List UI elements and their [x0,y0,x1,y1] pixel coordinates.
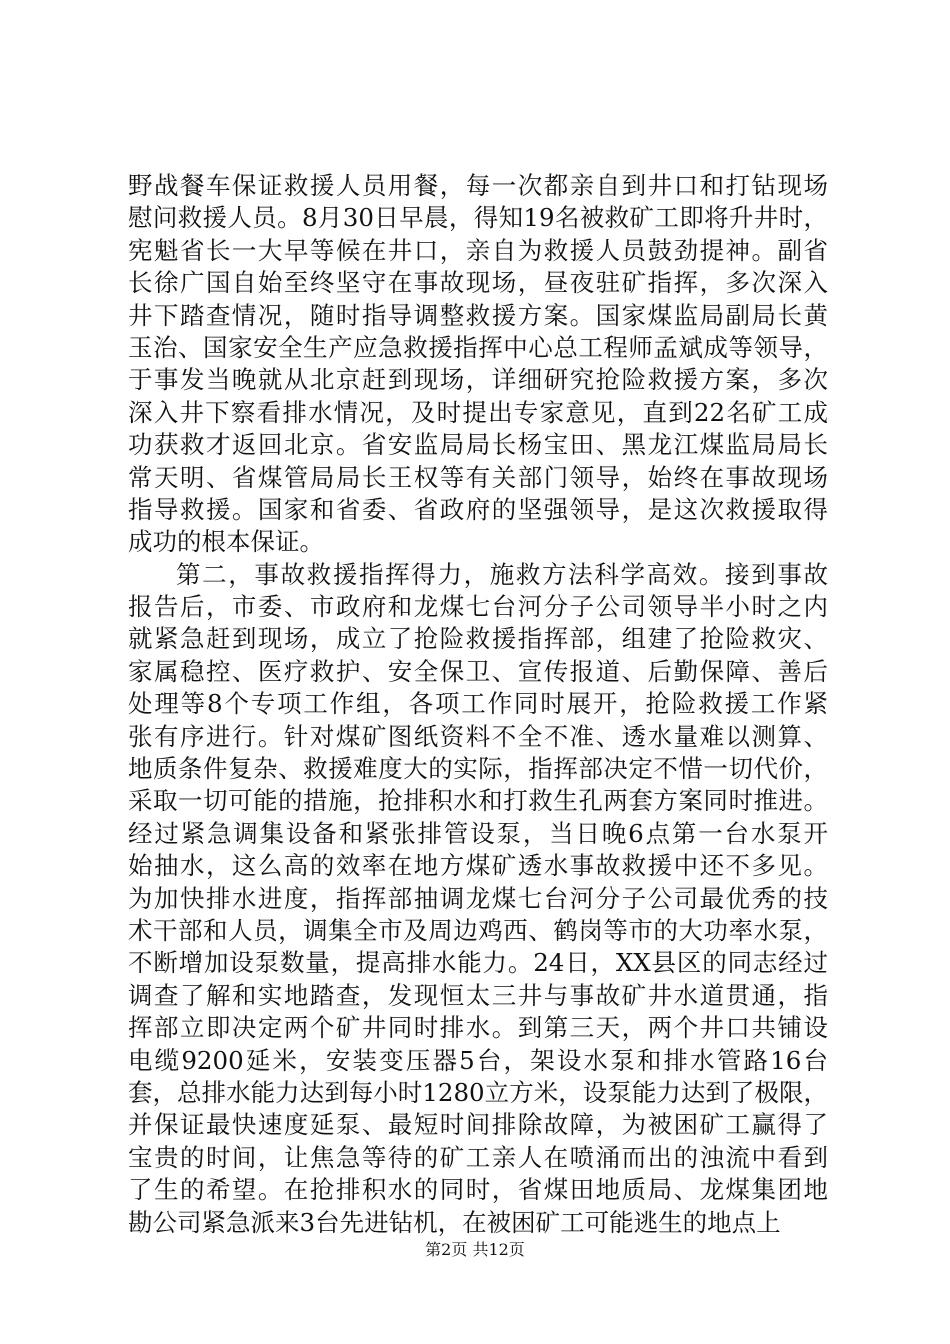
document-body [128,170,828,1239]
text-line: 报告后，市委、市政府和龙煤七台河分子公司领导半小时之内 [128,592,828,622]
text-line: 宪魁省长一大早等候在井口，亲自为救援人员鼓劲提神。副省 [128,235,828,265]
text-line: 并保证最快速度延泵、最短时间排除故障，为被困矿工赢得了 [128,1110,828,1140]
text-line: 勘公司紧急派来3台先进钻机，在被困矿工可能逃生的地点上 [128,1207,781,1237]
text-line: 慰问救援人员。8月30日早晨，得知19名被救矿工即将升井时， [128,203,828,233]
paragraph [128,170,828,559]
text-line: 第二，事故救援指挥得力，施救方法科学高效。接到事故 [176,559,828,589]
text-line: 套，总排水能力达到每小时1280立方米，设泵能力达到了极限， [128,1077,828,1107]
text-line: 了生的希望。在抢排积水的同时，省煤田地质局、龙煤集团地 [128,1175,828,1205]
page-number: 第2页 共12页 [425,1240,525,1259]
text-line: 长徐广国自始至终坚守在事故现场，昼夜驻矿指挥，多次深入 [128,268,828,298]
text-line: 就紧急赶到现场，成立了抢险救援指挥部，组建了抢险救灾、 [128,624,828,654]
text-line: 为加快排水进度，指挥部抽调龙煤七台河分子公司最优秀的技 [128,883,828,913]
text-line: 玉治、国家安全生产应急救援指挥中心总工程师孟斌成等领导， [128,332,828,362]
text-line: 术干部和人员，调集全市及周边鸡西、鹤岗等市的大功率水泵， [128,915,828,945]
text-line: 井下踏查情况，随时指导调整救援方案。国家煤监局副局长黄 [128,300,828,330]
text-line: 宝贵的时间，让焦急等待的矿工亲人在喷涌而出的浊流中看到 [128,1142,828,1172]
text-line: 采取一切可能的措施，抢排积水和打救生孔两套方案同时推进。 [128,786,828,816]
text-line: 张有序进行。针对煤矿图纸资料不全不准、透水量难以测算、 [128,721,828,751]
text-line: 于事发当晚就从北京赶到现场，详细研究抢险救援方案，多次 [128,365,828,395]
text-line: 调查了解和实地踏查，发现恒太三井与事故矿井水道贯通，指 [128,980,828,1010]
text-line: 经过紧急调集设备和紧张排管设泵，当日晚6点第一台水泵开 [128,818,828,848]
text-line: 家属稳控、医疗救护、安全保卫、宣传报道、后勤保障、善后 [128,656,828,686]
text-line: 成功的根本保证。 [128,527,324,557]
text-line: 功获救才返回北京。省安监局局长杨宝田、黑龙江煤监局局长 [128,430,828,460]
text-line: 挥部立即决定两个矿井同时排水。到第三天，两个井口共铺设 [128,1013,828,1043]
text-line: 不断增加设泵数量，提高排水能力。24日，XX县区的同志经过 [128,948,828,978]
text-line: 地质条件复杂、救援难度大的实际，指挥部决定不惜一切代价， [128,754,828,784]
text-line: 指导救援。国家和省委、省政府的坚强领导，是这次救援取得 [128,494,828,524]
text-line: 深入井下察看排水情况，及时提出专家意见，直到22名矿工成 [128,397,828,427]
page-footer [0,1238,950,1262]
text-line: 始抽水，这么高的效率在地方煤矿透水事故救援中还不多见。 [128,851,828,881]
text-line: 电缆9200延米，安装变压器5台，架设水泵和排水管路16台 [128,1045,828,1075]
text-line: 野战餐车保证救援人员用餐，每一次都亲自到井口和打钻现场 [128,171,828,200]
text-line: 处理等8个专项工作组，各项工作同时展开，抢险救援工作紧 [128,689,828,719]
paragraph [128,559,828,1239]
text-line: 常天明、省煤管局局长王权等有关部门领导，始终在事故现场 [128,462,828,492]
